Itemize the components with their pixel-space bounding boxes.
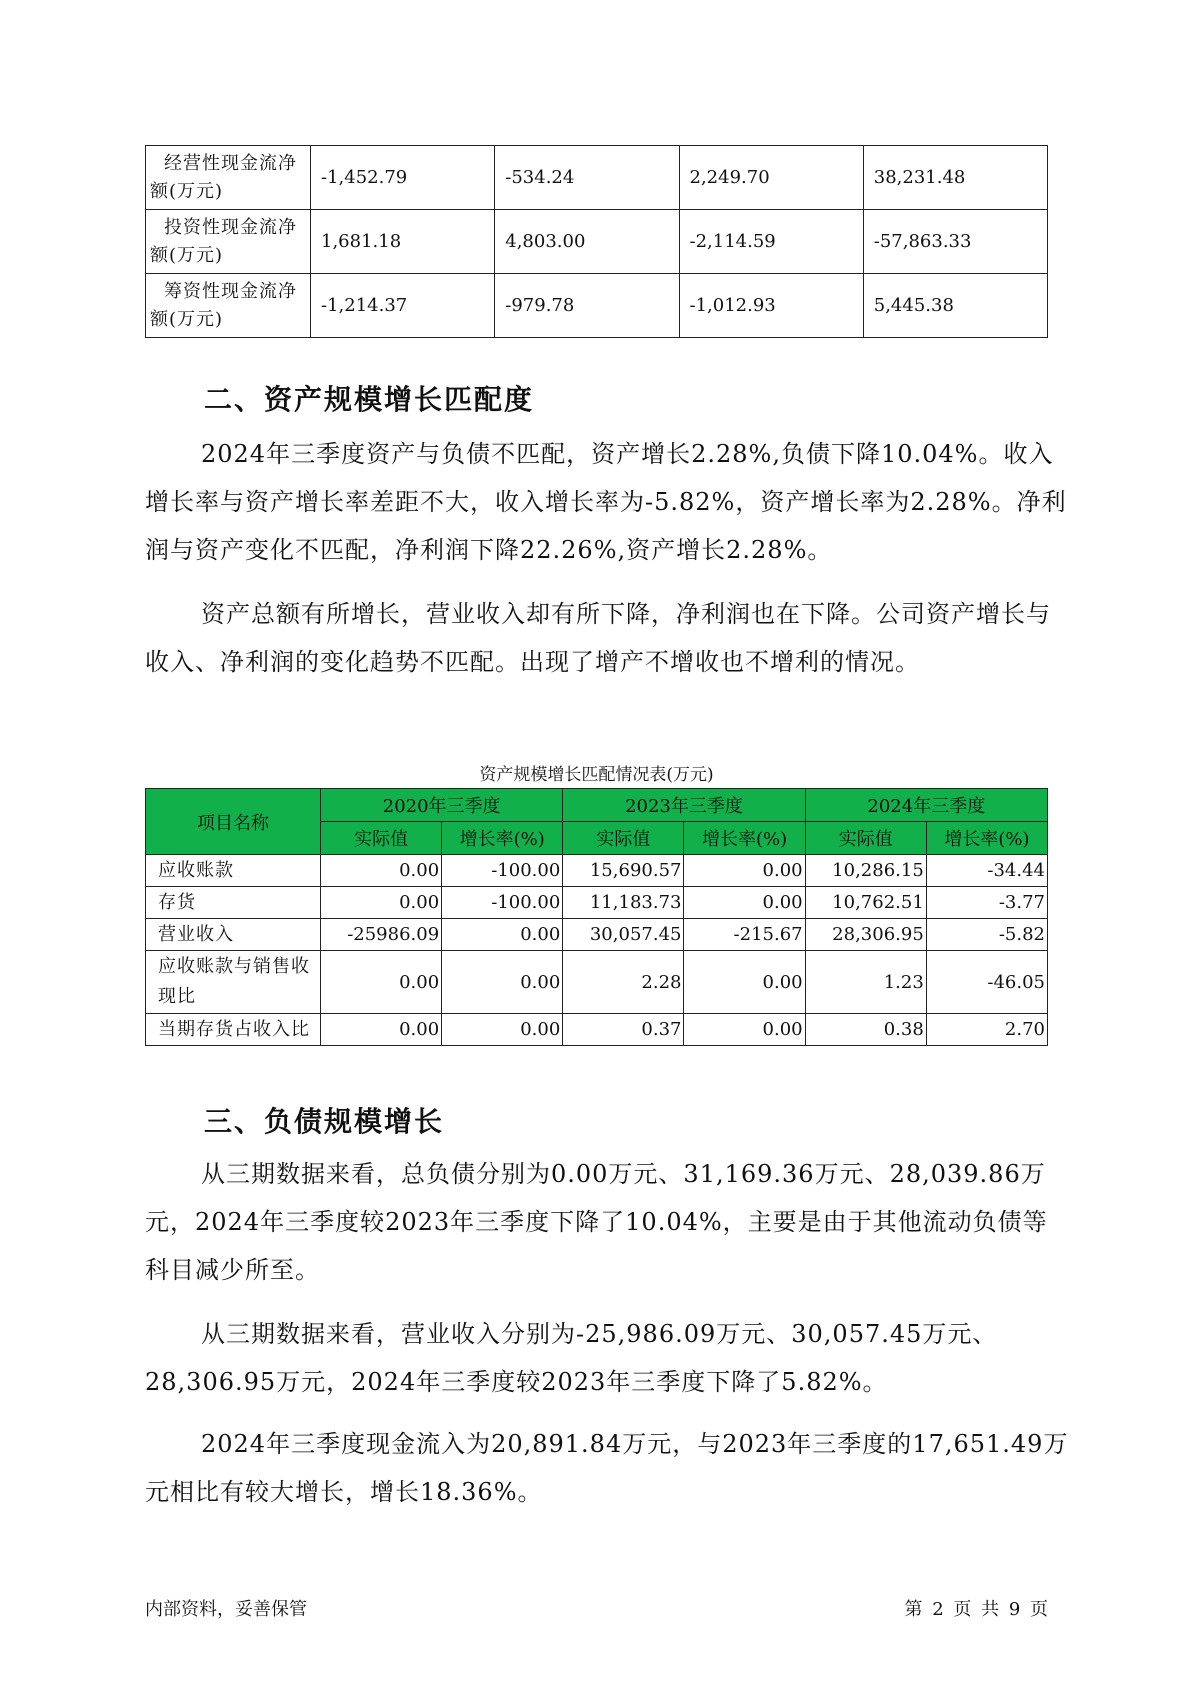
asset-row-name: 当期存货占收入比: [146, 1014, 321, 1046]
asset-cell: 0.00: [442, 951, 563, 1014]
header-growth: 增长率(%): [442, 822, 563, 855]
asset-table-row: [146, 919, 1048, 951]
asset-row-name: 存货: [146, 887, 321, 919]
cashflow-cell: -1,452.79: [311, 146, 495, 210]
cashflow-cell: 1,681.18: [311, 210, 495, 274]
section-heading-asset-growth: 二、资产规模增长匹配度: [204, 383, 535, 416]
asset-row-name: 应收账款与销售收现比: [146, 951, 321, 1014]
cashflow-row-label: 经营性现金流净额(万元): [146, 146, 311, 210]
cashflow-cell: 38,231.48: [863, 146, 1047, 210]
asset-cell: -25986.09: [321, 919, 442, 951]
cashflow-cell: -2,114.59: [679, 210, 863, 274]
asset-cell: 0.00: [442, 919, 563, 951]
asset-cell: -3.77: [926, 887, 1047, 919]
cashflow-cell: -1,012.93: [679, 274, 863, 338]
cashflow-row: [146, 210, 1048, 274]
footer-page-number: 第 2 页 共 9 页: [904, 1599, 1048, 1620]
cashflow-cell: -1,214.37: [311, 274, 495, 338]
asset-cell: 0.00: [442, 1014, 563, 1046]
header-period-2024: 2024年三季度: [805, 789, 1047, 822]
asset-cell: -100.00: [442, 855, 563, 887]
asset-cell: 10,286.15: [805, 855, 926, 887]
asset-cell: 2.70: [926, 1014, 1047, 1046]
asset-cell: -215.67: [684, 919, 805, 951]
asset-cell: 0.00: [321, 887, 442, 919]
cashflow-cell: -534.24: [495, 146, 679, 210]
asset-cell: 0.00: [321, 1014, 442, 1046]
asset-cell: 11,183.73: [563, 887, 684, 919]
asset-cell: 1.23: [805, 951, 926, 1014]
footer-confidential: 内部资料，妥善保管: [145, 1599, 307, 1620]
asset-cell: 2.28: [563, 951, 684, 1014]
header-period-2023: 2023年三季度: [563, 789, 805, 822]
asset-cell: -46.05: [926, 951, 1047, 1014]
cashflow-table: [145, 145, 1048, 338]
cashflow-row-label: 筹资性现金流净额(万元): [146, 274, 311, 338]
asset-cell: 0.00: [684, 1014, 805, 1046]
asset-cell: -5.82: [926, 919, 1047, 951]
paragraph-cash-inflow: 2024年三季度现金流入为20,891.84万元，与2023年三季度的17,651.49万元相比有较大增长，增长18.36%。: [145, 1430, 1069, 1506]
asset-cell: 0.37: [563, 1014, 684, 1046]
cashflow-cell: -57,863.33: [863, 210, 1047, 274]
table-caption: 资产规模增长匹配情况表(万元): [479, 765, 714, 785]
cashflow-row-label: 投资性现金流净额(万元): [146, 210, 311, 274]
cashflow-cell: 2,249.70: [679, 146, 863, 210]
asset-table-row: [146, 887, 1048, 919]
paragraph-asset-trend: 资产总额有所增长，营业收入却有所下降，净利润也在下降。公司资产增长与收入、净利润的变化趋势不匹配。出现了增产不增收也不增利的情况。: [145, 600, 1051, 676]
asset-row-name: 应收账款: [146, 855, 321, 887]
asset-growth-table: [145, 788, 1048, 1046]
header-actual: 实际值: [563, 822, 684, 855]
asset-cell: -34.44: [926, 855, 1047, 887]
asset-cell: -100.00: [442, 887, 563, 919]
cashflow-cell: 5,445.38: [863, 274, 1047, 338]
cashflow-row: [146, 274, 1048, 338]
header-actual: 实际值: [805, 822, 926, 855]
asset-cell: 30,057.45: [563, 919, 684, 951]
asset-cell: 28,306.95: [805, 919, 926, 951]
asset-table-row: [146, 951, 1048, 1014]
asset-cell: 0.00: [684, 951, 805, 1014]
asset-cell: 10,762.51: [805, 887, 926, 919]
asset-table-row: [146, 1014, 1048, 1046]
asset-cell: 0.00: [684, 887, 805, 919]
header-period-2020: 2020年三季度: [321, 789, 563, 822]
header-item-name: 项目名称: [146, 789, 321, 855]
asset-cell: 0.00: [321, 855, 442, 887]
cashflow-cell: 4,803.00: [495, 210, 679, 274]
asset-table-row: [146, 855, 1048, 887]
asset-cell: 0.38: [805, 1014, 926, 1046]
cashflow-cell: -979.78: [495, 274, 679, 338]
paragraph-asset-mismatch: 2024年三季度资产与负债不匹配，资产增长2.28%,负债下降10.04%。收入增长率与资产增长率差距不大，收入增长率为-5.82%，资产增长率为2.28%。净利润与资产变化不匹配，净利润下降22.26%,资产增长2.28%。: [145, 440, 1067, 564]
asset-row-name: 营业收入: [146, 919, 321, 951]
section-heading-liability-growth: 三、负债规模增长: [204, 1105, 445, 1138]
header-growth: 增长率(%): [926, 822, 1047, 855]
cashflow-row: [146, 146, 1048, 210]
header-growth: 增长率(%): [684, 822, 805, 855]
header-actual: 实际值: [321, 822, 442, 855]
paragraph-total-liabilities: 从三期数据来看，总负债分别为0.00万元、31,169.36万元、28,039.86万元，2024年三季度较2023年三季度下降了10.04%，主要是由于其他流动负债等科目减少所至。: [145, 1160, 1048, 1284]
asset-cell: 0.00: [684, 855, 805, 887]
asset-cell: 0.00: [321, 951, 442, 1014]
paragraph-revenue: 从三期数据来看，营业收入分别为-25,986.09万元、30,057.45万元、28,306.95万元，2024年三季度较2023年三季度下降了5.82%。: [145, 1320, 998, 1396]
asset-cell: 15,690.57: [563, 855, 684, 887]
